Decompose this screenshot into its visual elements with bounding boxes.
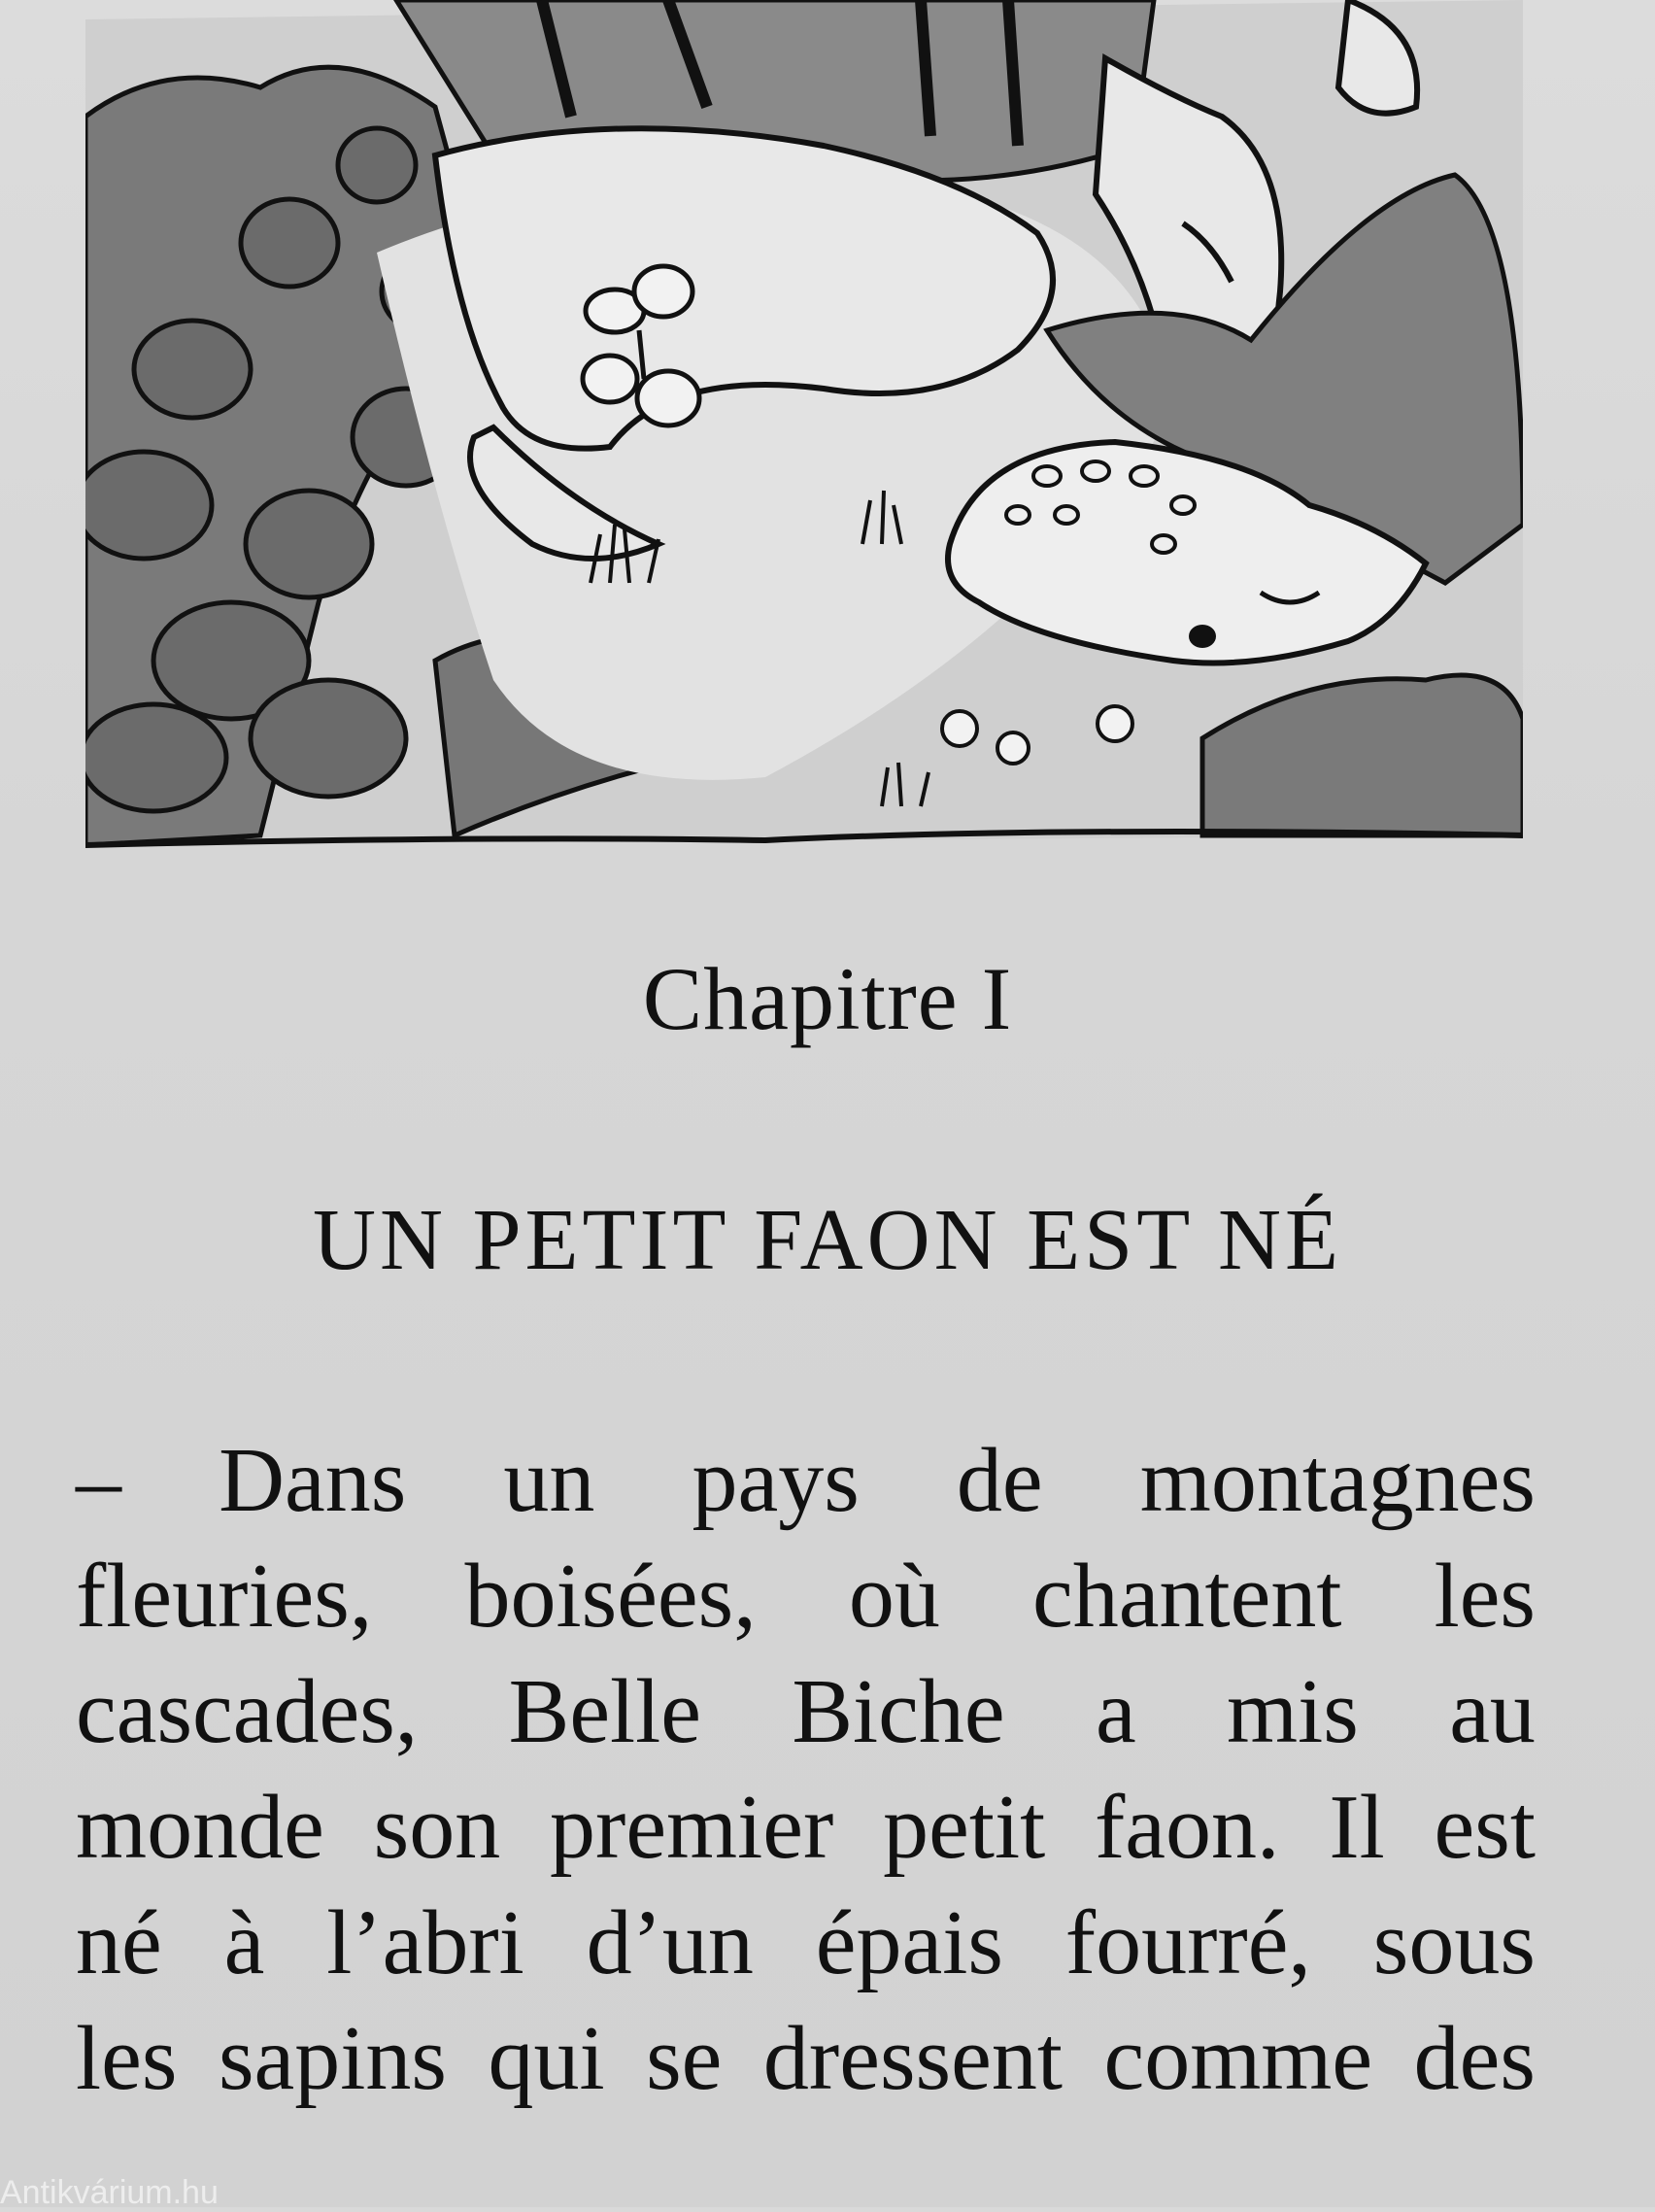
word: des: [1413, 2008, 1536, 2109]
text-line: [76, 1770, 1536, 1886]
text-line: [76, 1423, 1536, 1539]
word: les: [76, 2008, 178, 2109]
body-paragraph: [76, 1423, 1536, 2117]
word: sapins: [218, 2008, 447, 2109]
watermark: Antikvárium.hu: [0, 2174, 219, 2211]
word: d’un: [586, 1892, 754, 1993]
word: un: [503, 1430, 595, 1531]
word: dressent: [762, 2008, 1063, 2109]
word: Dans: [219, 1430, 407, 1531]
word: de: [956, 1430, 1043, 1531]
word: chantent: [1032, 1546, 1342, 1647]
word: qui: [488, 2008, 605, 2109]
word: comme: [1103, 2008, 1373, 2109]
word: petit: [883, 1777, 1046, 1878]
chapter-title: UN PETIT FAON EST NÉ: [312, 1192, 1343, 1288]
word: au: [1449, 1661, 1536, 1762]
word: mis: [1227, 1661, 1359, 1762]
word: Il: [1329, 1777, 1385, 1878]
word: –: [76, 1430, 121, 1531]
word: est: [1434, 1777, 1536, 1878]
word: sous: [1372, 1892, 1536, 1993]
text-line: [76, 1539, 1536, 1654]
word: fourré,: [1064, 1892, 1311, 1993]
word: fleuries,: [76, 1546, 373, 1647]
word: boisées,: [464, 1546, 757, 1647]
word: pays: [692, 1430, 860, 1531]
word: épais: [815, 1892, 1003, 1993]
word: l’abri: [326, 1892, 524, 1993]
word: né: [76, 1892, 162, 1993]
word: monde: [76, 1777, 324, 1878]
word: Biche: [792, 1661, 1005, 1762]
word: les: [1434, 1546, 1536, 1647]
word: à: [223, 1892, 265, 1993]
word: cascades,: [76, 1661, 419, 1762]
word: où: [848, 1546, 940, 1647]
text-line: [76, 1886, 1536, 2001]
fawn-nose: [1189, 625, 1216, 648]
chapter-number: Chapitre I: [642, 949, 1013, 1048]
word: Belle: [508, 1661, 701, 1762]
word: a: [1095, 1661, 1136, 1762]
illustration-doe-and-fawn: [85, 0, 1523, 855]
word: faon.: [1094, 1777, 1280, 1878]
word: son: [373, 1777, 501, 1878]
word: se: [646, 2008, 723, 2109]
word: premier: [550, 1777, 834, 1878]
text-line: [76, 1654, 1536, 1770]
text-line: [76, 2001, 1536, 2117]
word: montagnes: [1139, 1430, 1536, 1531]
